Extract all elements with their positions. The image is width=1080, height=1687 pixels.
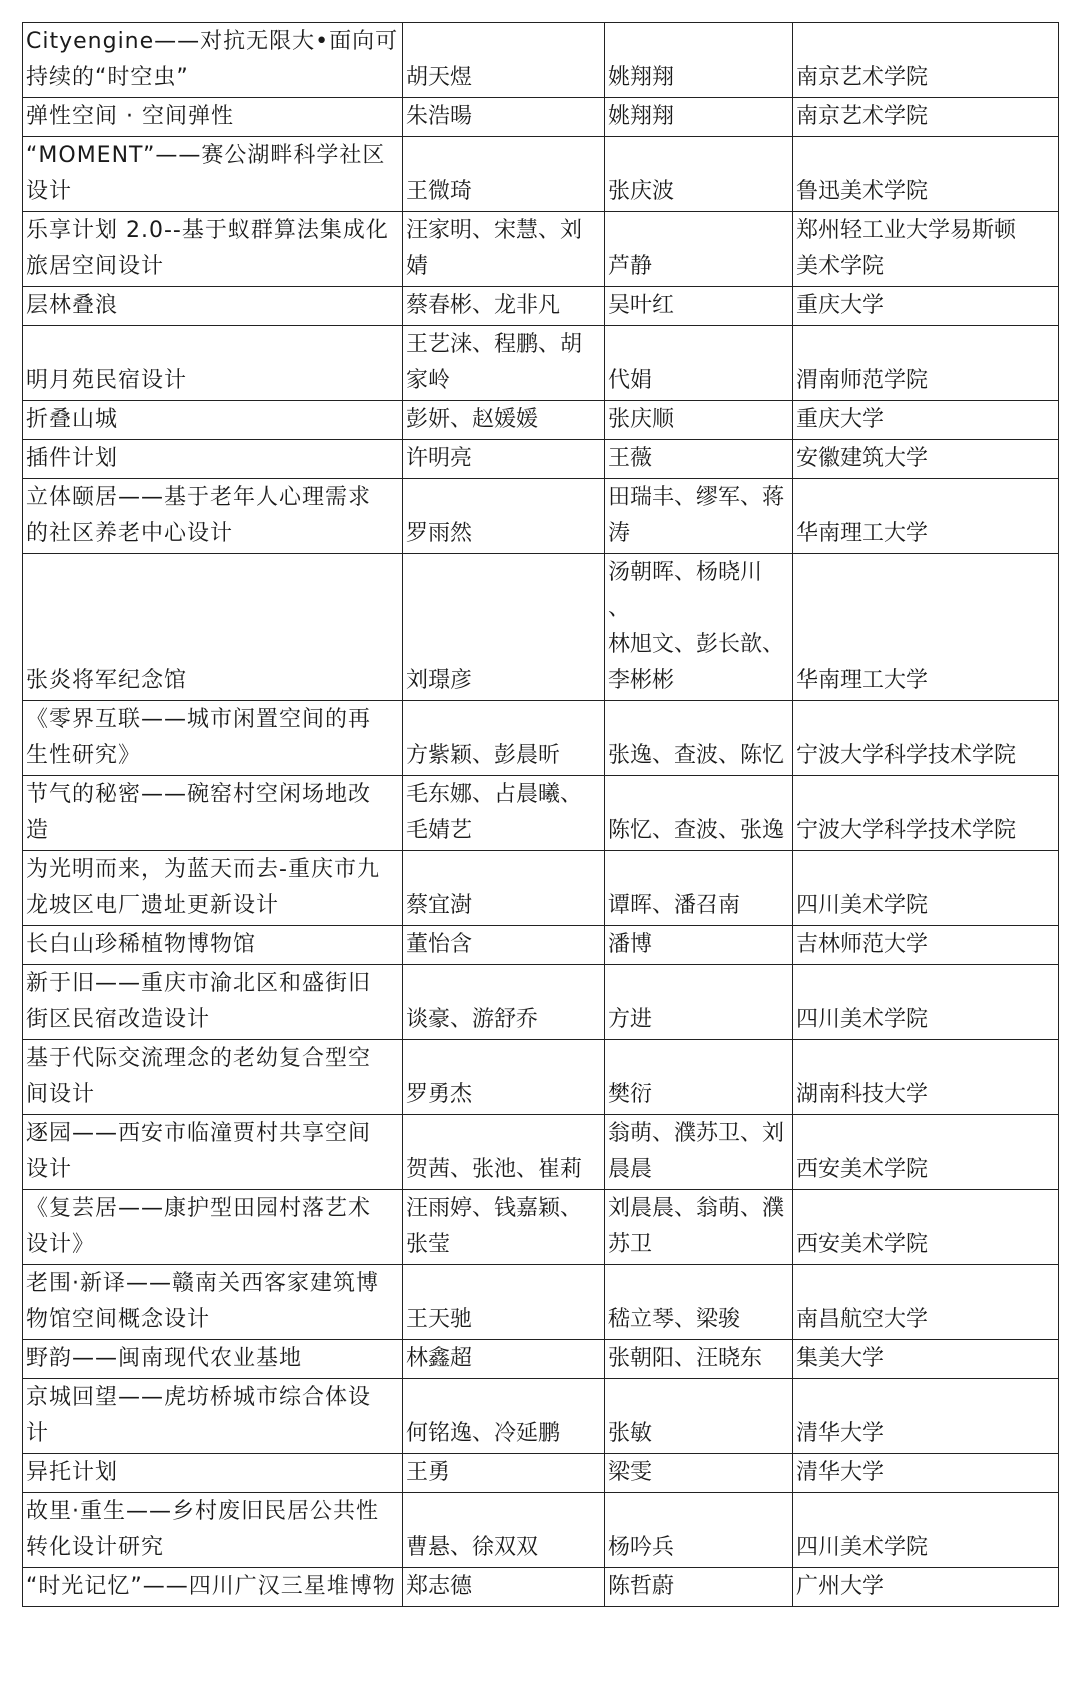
table-row	[23, 1493, 1059, 1568]
work-title-cell: 插件计划	[23, 440, 403, 479]
work-title-cell: 《复芸居——康护型田园村落艺术 设计》	[23, 1190, 403, 1265]
authors-cell: 曹悬、徐双双	[403, 1493, 605, 1568]
school-cell: 宁波大学科学技术学院	[793, 776, 1059, 851]
work-title-cell: 张炎将军纪念馆	[23, 554, 403, 701]
authors-cell: 谈豪、游舒乔	[403, 965, 605, 1040]
advisors-cell: 田瑞丰、缪军、蒋 涛	[605, 479, 793, 554]
advisors-cell: 谭晖、潘召南	[605, 851, 793, 926]
authors-cell: 王勇	[403, 1454, 605, 1493]
school-cell: 清华大学	[793, 1454, 1059, 1493]
work-title-cell: 逐园——西安市临潼贾村共享空间 设计	[23, 1115, 403, 1190]
table-row	[23, 326, 1059, 401]
authors-cell: 董怡含	[403, 926, 605, 965]
authors-cell: 王艺涞、程鹏、胡 家岭	[403, 326, 605, 401]
advisors-cell: 张逸、查波、陈忆	[605, 701, 793, 776]
authors-cell: 贺茜、张池、崔莉	[403, 1115, 605, 1190]
authors-cell: 许明亮	[403, 440, 605, 479]
authors-cell: 汪家明、宋慧、刘 婧	[403, 212, 605, 287]
award-table-body	[23, 23, 1059, 1607]
table-row	[23, 1340, 1059, 1379]
school-cell: 宁波大学科学技术学院	[793, 701, 1059, 776]
advisors-cell: 芦静	[605, 212, 793, 287]
table-row	[23, 401, 1059, 440]
school-cell: 南京艺术学院	[793, 98, 1059, 137]
advisors-cell: 嵇立琴、梁骏	[605, 1265, 793, 1340]
table-row	[23, 23, 1059, 98]
advisors-cell: 王薇	[605, 440, 793, 479]
authors-cell: 毛东娜、占晨曦、 毛婧艺	[403, 776, 605, 851]
advisors-cell: 潘博	[605, 926, 793, 965]
advisors-cell: 张敏	[605, 1379, 793, 1454]
authors-cell: 方紫颖、彭晨昕	[403, 701, 605, 776]
work-title-cell: 长白山珍稀植物博物馆	[23, 926, 403, 965]
advisors-cell: 刘晨晨、翁萌、濮 苏卫	[605, 1190, 793, 1265]
work-title-cell: 《零界互联——城市闲置空间的再 生性研究》	[23, 701, 403, 776]
school-cell: 四川美术学院	[793, 1493, 1059, 1568]
table-row	[23, 440, 1059, 479]
table-row	[23, 1454, 1059, 1493]
work-title-cell: 立体颐居——基于老年人心理需求 的社区养老中心设计	[23, 479, 403, 554]
work-title-cell: Cityengine——对抗无限大•面向可 持续的“时空虫”	[23, 23, 403, 98]
school-cell: 南京艺术学院	[793, 23, 1059, 98]
authors-cell: 胡天煜	[403, 23, 605, 98]
advisors-cell: 张庆顺	[605, 401, 793, 440]
advisors-cell: 杨吟兵	[605, 1493, 793, 1568]
table-row	[23, 1265, 1059, 1340]
advisors-cell: 张庆波	[605, 137, 793, 212]
advisors-cell: 姚翔翔	[605, 23, 793, 98]
advisors-cell: 樊衍	[605, 1040, 793, 1115]
advisors-cell: 张朝阳、汪晓东	[605, 1340, 793, 1379]
advisors-cell: 吴叶红	[605, 287, 793, 326]
school-cell: 湖南科技大学	[793, 1040, 1059, 1115]
authors-cell: 刘璟彦	[403, 554, 605, 701]
authors-cell: 蔡宜澍	[403, 851, 605, 926]
school-cell: 吉林师范大学	[793, 926, 1059, 965]
work-title-cell: 老围·新译——赣南关西客家建筑博 物馆空间概念设计	[23, 1265, 403, 1340]
school-cell: 郑州轻工业大学易斯顿 美术学院	[793, 212, 1059, 287]
authors-cell: 罗雨然	[403, 479, 605, 554]
authors-cell: 罗勇杰	[403, 1040, 605, 1115]
advisors-cell: 姚翔翔	[605, 98, 793, 137]
table-row	[23, 212, 1059, 287]
advisors-cell: 汤朝晖、杨晓川 、 林旭文、彭长歆、 李彬彬	[605, 554, 793, 701]
authors-cell: 朱浩暘	[403, 98, 605, 137]
work-title-cell: 京城回望——虎坊桥城市综合体设 计	[23, 1379, 403, 1454]
authors-cell: 何铭逸、冷延鹏	[403, 1379, 605, 1454]
authors-cell: 彭妍、赵媛媛	[403, 401, 605, 440]
school-cell: 华南理工大学	[793, 554, 1059, 701]
advisors-cell: 方进	[605, 965, 793, 1040]
work-title-cell: 基于代际交流理念的老幼复合型空 间设计	[23, 1040, 403, 1115]
table-row	[23, 1040, 1059, 1115]
school-cell: 广州大学	[793, 1568, 1059, 1607]
school-cell: 西安美术学院	[793, 1190, 1059, 1265]
table-row	[23, 1379, 1059, 1454]
table-row	[23, 287, 1059, 326]
work-title-cell: 乐享计划 2.0--基于蚁群算法集成化 旅居空间设计	[23, 212, 403, 287]
advisors-cell: 梁雯	[605, 1454, 793, 1493]
table-row	[23, 1568, 1059, 1607]
document-page	[22, 22, 1058, 1607]
work-title-cell: 新于旧——重庆市渝北区和盛街旧 街区民宿改造设计	[23, 965, 403, 1040]
award-table	[22, 22, 1059, 1607]
work-title-cell: 异托计划	[23, 1454, 403, 1493]
school-cell: 西安美术学院	[793, 1115, 1059, 1190]
work-title-cell: 明月苑民宿设计	[23, 326, 403, 401]
table-row	[23, 1190, 1059, 1265]
authors-cell: 蔡春彬、龙非凡	[403, 287, 605, 326]
authors-cell: 汪雨婷、钱嘉颖、 张莹	[403, 1190, 605, 1265]
school-cell: 重庆大学	[793, 287, 1059, 326]
authors-cell: 郑志德	[403, 1568, 605, 1607]
work-title-cell: 为光明而来，为蓝天而去-重庆市九 龙坡区电厂遗址更新设计	[23, 851, 403, 926]
table-row	[23, 701, 1059, 776]
authors-cell: 林鑫超	[403, 1340, 605, 1379]
work-title-cell: 节气的秘密——碗窑村空闲场地改 造	[23, 776, 403, 851]
school-cell: 华南理工大学	[793, 479, 1059, 554]
table-row	[23, 851, 1059, 926]
authors-cell: 王天驰	[403, 1265, 605, 1340]
table-row	[23, 926, 1059, 965]
school-cell: 重庆大学	[793, 401, 1059, 440]
table-row	[23, 479, 1059, 554]
work-title-cell: 弹性空间 · 空间弹性	[23, 98, 403, 137]
work-title-cell: 故里·重生——乡村废旧民居公共性 转化设计研究	[23, 1493, 403, 1568]
table-row	[23, 1115, 1059, 1190]
advisors-cell: 陈忆、查波、张逸	[605, 776, 793, 851]
table-row	[23, 776, 1059, 851]
school-cell: 清华大学	[793, 1379, 1059, 1454]
advisors-cell: 陈哲蔚	[605, 1568, 793, 1607]
work-title-cell: “时光记忆”——四川广汉三星堆博物	[23, 1568, 403, 1607]
school-cell: 四川美术学院	[793, 851, 1059, 926]
school-cell: 渭南师范学院	[793, 326, 1059, 401]
table-row	[23, 137, 1059, 212]
school-cell: 南昌航空大学	[793, 1265, 1059, 1340]
work-title-cell: “MOMENT”——赛公湖畔科学社区 设计	[23, 137, 403, 212]
school-cell: 四川美术学院	[793, 965, 1059, 1040]
table-row	[23, 554, 1059, 701]
table-row	[23, 98, 1059, 137]
authors-cell: 王微琦	[403, 137, 605, 212]
advisors-cell: 翁萌、濮苏卫、刘 晨晨	[605, 1115, 793, 1190]
work-title-cell: 折叠山城	[23, 401, 403, 440]
work-title-cell: 野韵——闽南现代农业基地	[23, 1340, 403, 1379]
advisors-cell: 代娟	[605, 326, 793, 401]
school-cell: 安徽建筑大学	[793, 440, 1059, 479]
work-title-cell: 层林叠浪	[23, 287, 403, 326]
table-row	[23, 965, 1059, 1040]
school-cell: 鲁迅美术学院	[793, 137, 1059, 212]
school-cell: 集美大学	[793, 1340, 1059, 1379]
